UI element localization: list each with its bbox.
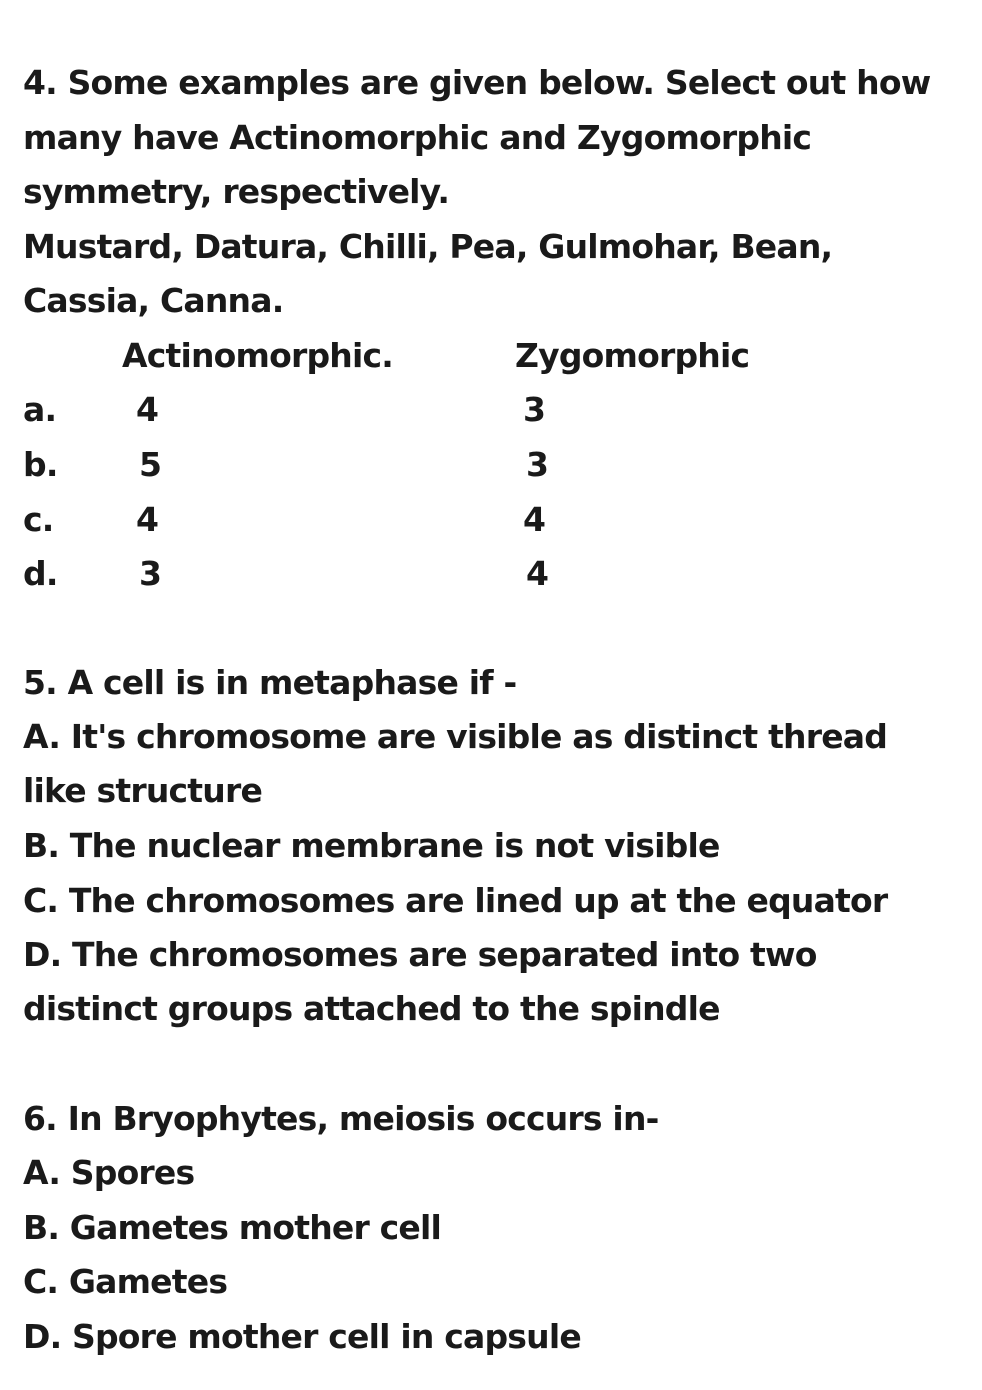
question-6-option-c: C. Gametes [23, 1262, 228, 1301]
actinomorphic-count: 4 [136, 500, 159, 539]
question-4-text-line-2: many have Actinomorphic and Zygomorphic [23, 118, 812, 157]
column-header-zygomorphic: Zygomorphic [515, 336, 750, 375]
question-5-option-d-line-1: D. The chromosomes are separated into two [23, 935, 817, 974]
actinomorphic-count: 4 [136, 390, 159, 429]
question-4-examples-line-2: Cassia, Canna. [23, 281, 284, 320]
question-4-examples-line-1: Mustard, Datura, Chilli, Pea, Gulmohar, Bean, [23, 227, 833, 266]
question-6-option-b: B. Gametes mother cell [23, 1208, 442, 1247]
question-5-option-a-line-2: like structure [23, 771, 263, 810]
question-6-option-d: D. Spore mother cell in capsule [23, 1317, 581, 1356]
zygomorphic-count: 3 [523, 390, 546, 429]
question-5-option-d-line-2: distinct groups attached to the spindle [23, 989, 720, 1028]
question-5-option-c: C. The chromosomes are lined up at the equator [23, 881, 888, 920]
zygomorphic-count: 4 [523, 500, 546, 539]
question-5-option-a-line-1: A. It's chromosome are visible as distinct thread [23, 717, 888, 756]
option-label: d. [23, 554, 58, 593]
question-6-text: 6. In Bryophytes, meiosis occurs in- [23, 1099, 659, 1138]
question-4-text-line-1: 4. Some examples are given below. Select out how [23, 63, 931, 102]
option-label: b. [23, 445, 58, 484]
zygomorphic-count: 4 [526, 554, 549, 593]
zygomorphic-count: 3 [526, 445, 549, 484]
option-label: c. [23, 500, 54, 539]
question-6-option-a: A. Spores [23, 1153, 195, 1192]
question-4-text-line-3: symmetry, respectively. [23, 172, 450, 211]
question-5-text: 5. A cell is in metaphase if - [23, 663, 517, 702]
column-header-actinomorphic: Actinomorphic. [122, 336, 394, 375]
option-label: a. [23, 390, 57, 429]
actinomorphic-count: 5 [139, 445, 162, 484]
question-5-option-b: B. The nuclear membrane is not visible [23, 826, 720, 865]
actinomorphic-count: 3 [139, 554, 162, 593]
